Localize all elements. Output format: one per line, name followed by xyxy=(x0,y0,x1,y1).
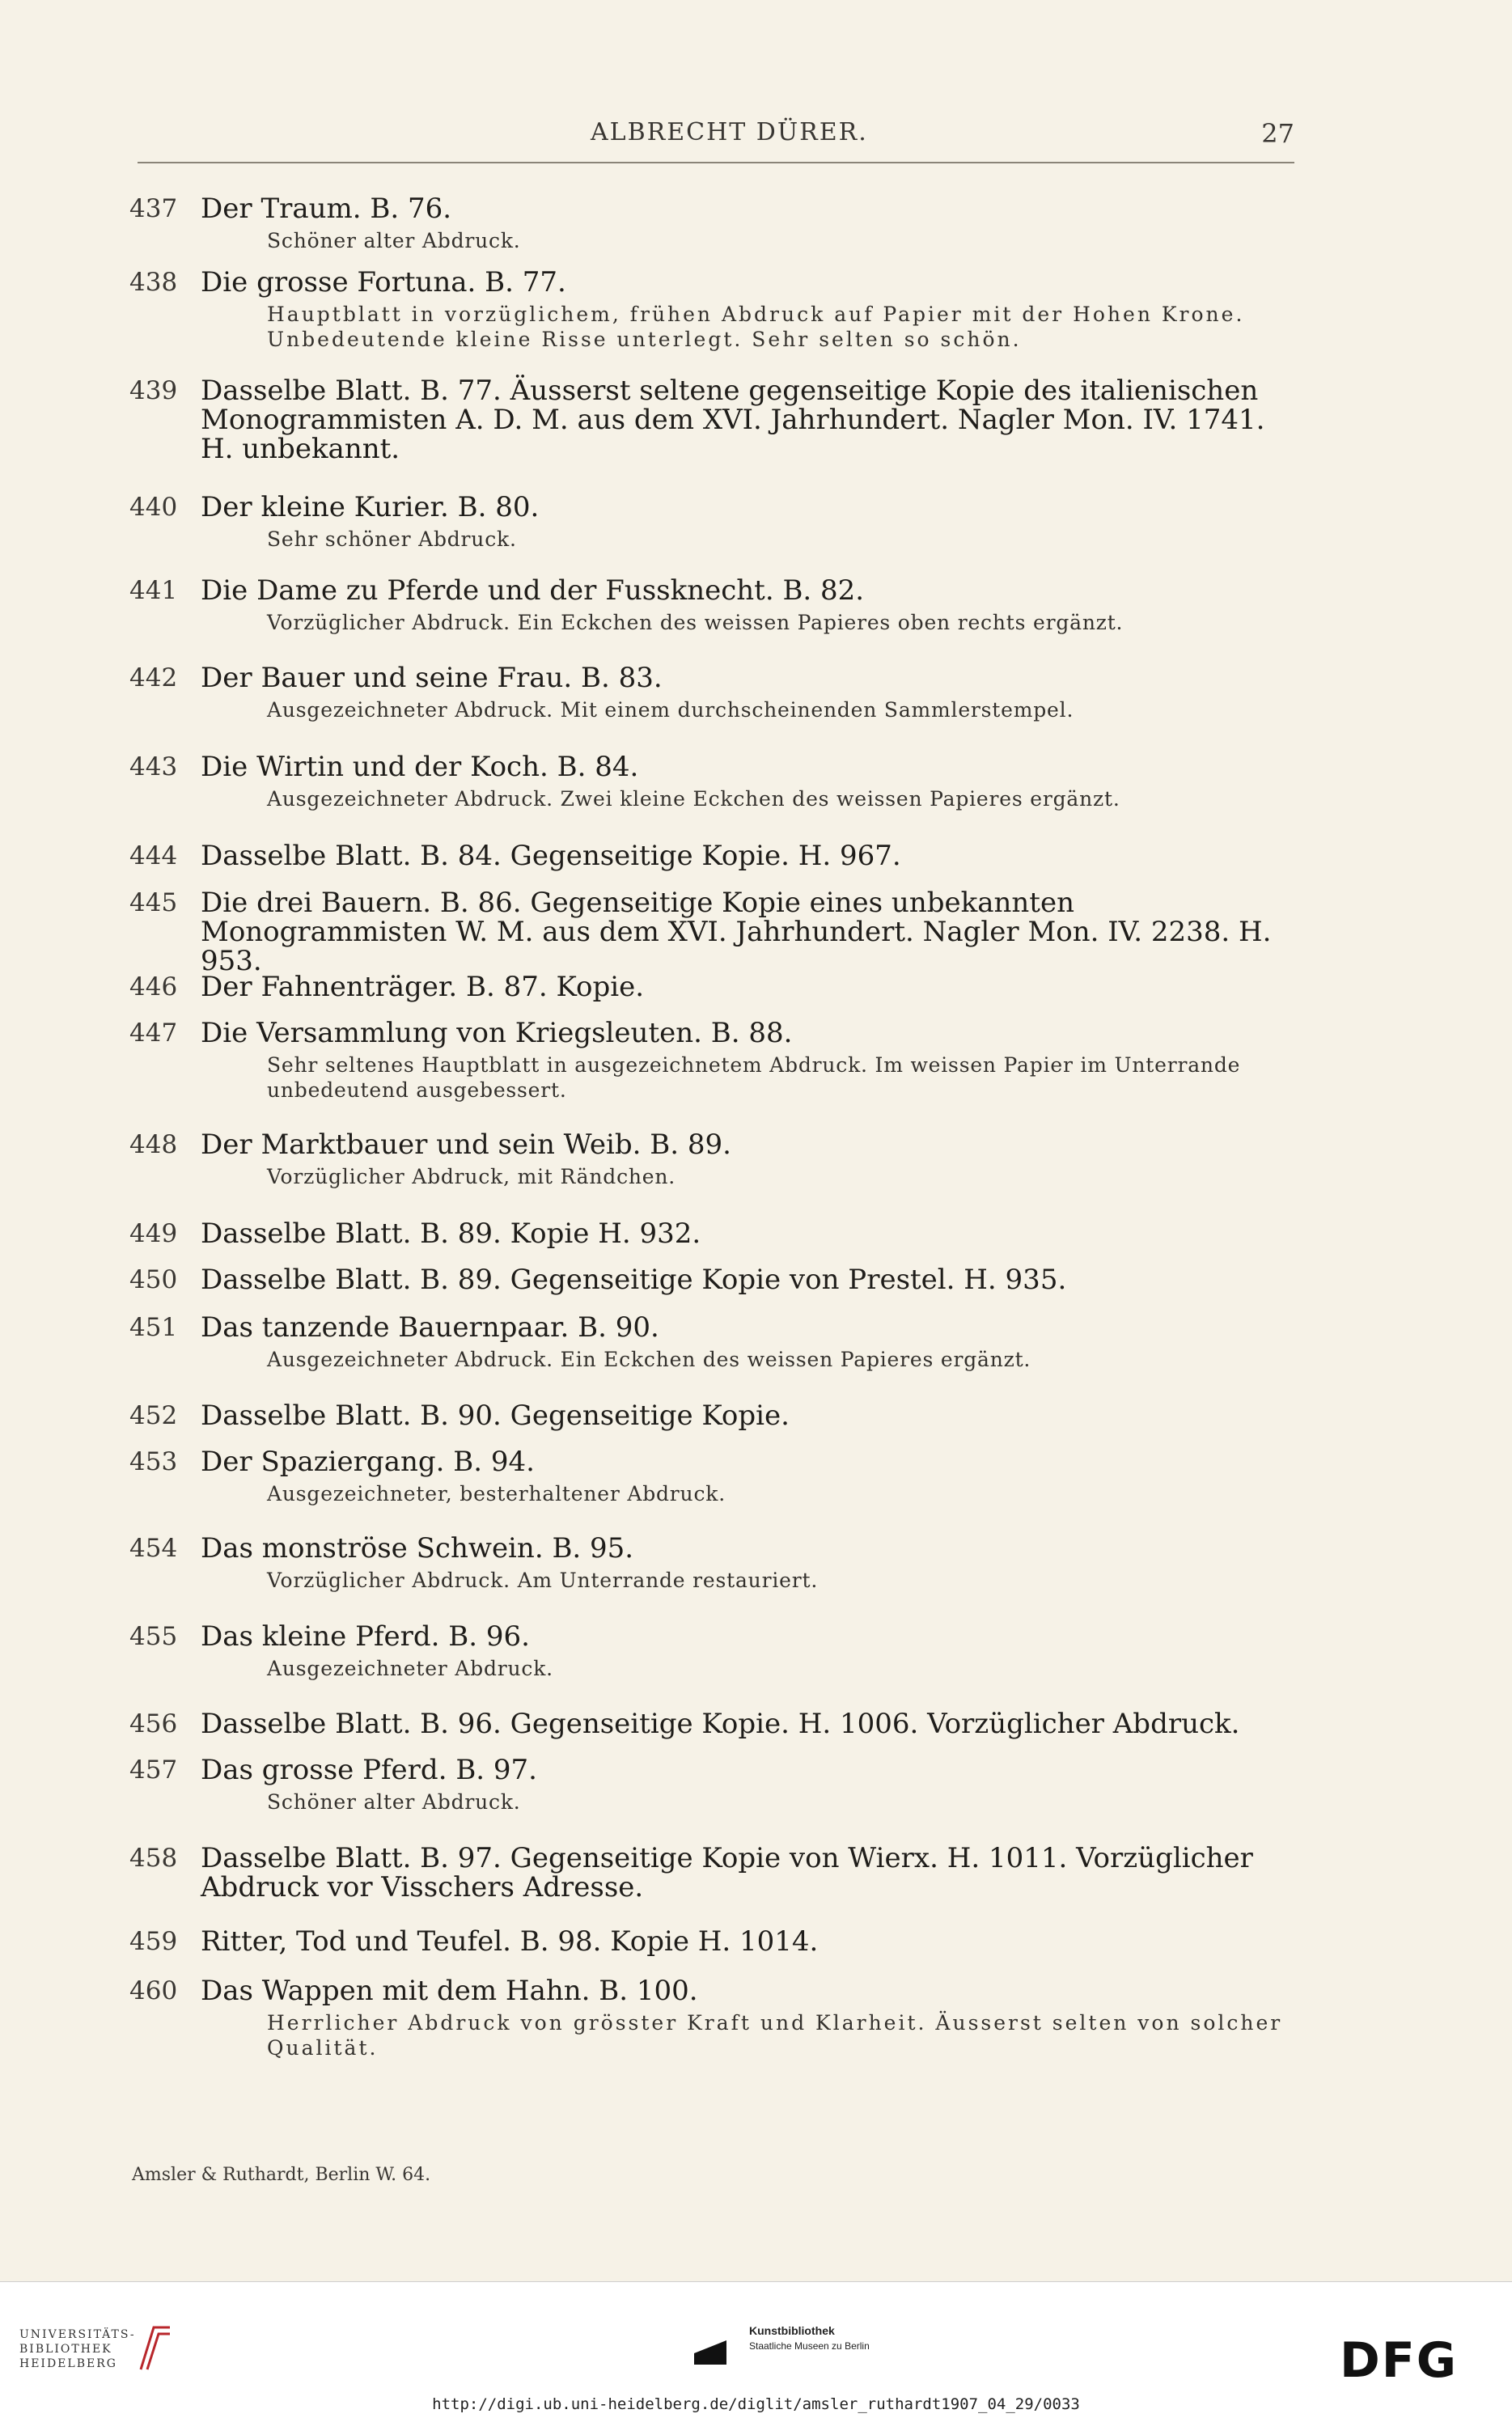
entry-title: Dasselbe Blatt. B. 97. Gegenseitige Kopie von Wierx. H. 1011. Vorzüglicher Abdruck vor Visschers Adresse. xyxy=(201,1842,1253,1903)
entry-438 xyxy=(129,268,1302,376)
entry-440 xyxy=(129,493,1302,576)
entry-number: 455 xyxy=(129,1622,178,1651)
entry-number: 447 xyxy=(129,1018,178,1048)
publisher-imprint: Amsler & Ruthardt, Berlin W. 64. xyxy=(132,2165,431,2185)
entry-title: Dasselbe Blatt. B. 84. Gegenseitige Kopie. H. 967. xyxy=(201,840,901,872)
entry-title: Die grosse Fortuna. B. 77. xyxy=(201,266,566,299)
entry-note: Vorzüglicher Abdruck, mit Rändchen. xyxy=(267,1165,676,1188)
entry-446 xyxy=(129,972,1302,1018)
entry-note: Ausgezeichneter Abdruck. Zwei kleine Eckchen des weissen Papieres ergänzt. xyxy=(267,787,1120,811)
entry-458 xyxy=(129,1844,1302,1927)
entry-note: Sehr schöner Abdruck. xyxy=(267,527,517,551)
entry-number: 439 xyxy=(129,376,178,405)
entry-445 xyxy=(129,887,1302,977)
entry-number: 460 xyxy=(129,1976,178,2005)
entry-number: 445 xyxy=(129,888,178,917)
logo-line: BIBLIOTHEK xyxy=(19,2343,112,2356)
entry-number: 442 xyxy=(129,663,178,692)
entry-title: Der Fahnenträger. B. 87. Kopie. xyxy=(201,971,645,1003)
entry-note: Hauptblatt in vorzüglichem, frühen Abdruck auf Papier mit der Hohen Krone. Unbedeutende kleine Risse unterlegt. Sehr selten so schön. xyxy=(267,303,1245,351)
entry-444 xyxy=(129,841,1302,888)
entry-note: Ausgezeichneter, besterhaltener Abdruck. xyxy=(267,1482,726,1505)
entry-442 xyxy=(129,663,1302,752)
entry-title: Der Marktbauer und sein Weib. B. 89. xyxy=(201,1129,731,1161)
kb-name: Kunstbibliothek xyxy=(749,2324,835,2337)
entry-title: Dasselbe Blatt. B. 77. Äusserst seltene gegenseitige Kopie des italienischen Monogrammisten A. D. M. aus dem XVI. Jahrhundert. Nagler Mon. IV. 1741. H. unbekannt. xyxy=(201,375,1265,465)
entry-number: 452 xyxy=(129,1401,178,1430)
entry-title: Dasselbe Blatt. B. 89. Gegenseitige Kopie von Prestel. H. 935. xyxy=(201,1264,1067,1296)
entry-453 xyxy=(129,1447,1302,1534)
entry-number: 450 xyxy=(129,1265,178,1294)
entry-title: Die Wirtin und der Koch. B. 84. xyxy=(201,751,639,783)
entry-number: 446 xyxy=(129,972,178,1002)
entry-437 xyxy=(129,194,1302,268)
entry-456 xyxy=(129,1709,1302,1755)
entry-title: Die drei Bauern. B. 86. Gegenseitige Kopie eines unbekannten Monogrammisten W. M. aus dem XVI. Jahrhundert. Nagler Mon. IV. 2238. H. 953. xyxy=(201,887,1272,977)
entry-number: 458 xyxy=(129,1844,178,1873)
entry-title: Das Wappen mit dem Hahn. B. 100. xyxy=(201,1975,698,2007)
entry-note: Ausgezeichneter Abdruck. xyxy=(267,1657,553,1680)
entry-number: 457 xyxy=(129,1755,178,1785)
entry-title: Dasselbe Blatt. B. 89. Kopie H. 932. xyxy=(201,1217,701,1250)
catalogue-entries xyxy=(129,194,1302,2073)
entry-450 xyxy=(129,1265,1302,1313)
entry-439 xyxy=(129,376,1302,493)
entry-title: Das tanzende Bauernpaar. B. 90. xyxy=(201,1311,659,1344)
entry-number: 440 xyxy=(129,493,178,522)
running-title: ALBRECHT DÜRER. xyxy=(591,118,868,146)
entry-459 xyxy=(129,1927,1302,1976)
entry-number: 448 xyxy=(129,1130,178,1159)
entry-447 xyxy=(129,1018,1302,1130)
entry-number: 449 xyxy=(129,1219,178,1248)
page-number: 27 xyxy=(1261,118,1294,149)
entry-number: 459 xyxy=(129,1927,178,1956)
entry-title: Ritter, Tod und Teufel. B. 98. Kopie H. 1014. xyxy=(201,1925,819,1958)
entry-441 xyxy=(129,576,1302,663)
entry-title: Der Traum. B. 76. xyxy=(201,193,452,225)
entry-note: Schöner alter Abdruck. xyxy=(267,229,521,252)
kb-subtitle: Staatliche Museen zu Berlin xyxy=(749,2340,870,2352)
entry-title: Das kleine Pferd. B. 96. xyxy=(201,1620,530,1653)
entry-title: Der Bauer und seine Frau. B. 83. xyxy=(201,662,663,694)
entry-note: Schöner alter Abdruck. xyxy=(267,1790,521,1814)
entry-number: 451 xyxy=(129,1313,178,1342)
kunstbibliothek-label xyxy=(749,2324,870,2352)
library-mark-icon xyxy=(138,2324,175,2373)
logo-line: UNIVERSITÄTS- xyxy=(19,2328,136,2341)
kunstbibliothek-logo-icon[interactable] xyxy=(689,2321,731,2366)
entry-457 xyxy=(129,1755,1302,1844)
entry-title: Dasselbe Blatt. B. 90. Gegenseitige Kopie. xyxy=(201,1400,790,1432)
entry-454 xyxy=(129,1534,1302,1622)
entry-note: Vorzüglicher Abdruck. Am Unterrande restauriert. xyxy=(267,1569,819,1592)
entry-title: Die Versammlung von Kriegsleuten. B. 88. xyxy=(201,1017,793,1049)
entry-451 xyxy=(129,1313,1302,1401)
entry-number: 438 xyxy=(129,268,178,297)
entry-title: Die Dame zu Pferde und der Fussknecht. B. 82. xyxy=(201,574,865,607)
entry-title: Der kleine Kurier. B. 80. xyxy=(201,491,540,523)
entry-number: 443 xyxy=(129,752,178,781)
entry-448 xyxy=(129,1130,1302,1219)
entry-number: 453 xyxy=(129,1447,178,1476)
entry-note: Ausgezeichneter Abdruck. Ein Eckchen des weissen Papieres ergänzt. xyxy=(267,1348,1031,1371)
running-header xyxy=(138,113,1294,163)
entry-452 xyxy=(129,1401,1302,1447)
university-library-logo[interactable] xyxy=(19,2327,136,2371)
entry-460 xyxy=(129,1976,1302,2073)
entry-title: Das monströse Schwein. B. 95. xyxy=(201,1532,634,1565)
entry-title: Dasselbe Blatt. B. 96. Gegenseitige Kopie. H. 1006. Vorzüglicher Abdruck. xyxy=(201,1708,1240,1740)
entry-note: Vorzüglicher Abdruck. Ein Eckchen des weissen Papieres oben rechts ergänzt. xyxy=(267,611,1124,634)
entry-449 xyxy=(129,1219,1302,1265)
entry-number: 444 xyxy=(129,841,178,870)
entry-443 xyxy=(129,752,1302,841)
entry-note: Herrlicher Abdruck von grösster Kraft und Klarheit. Äusserst selten von solcher Qualität. xyxy=(267,2011,1283,2060)
entry-number: 456 xyxy=(129,1709,178,1738)
entry-455 xyxy=(129,1622,1302,1709)
entry-number: 454 xyxy=(129,1534,178,1563)
logo-line: HEIDELBERG xyxy=(19,2357,117,2370)
dfg-logo[interactable]: DFG xyxy=(1340,2332,1459,2389)
entry-number: 441 xyxy=(129,576,178,605)
entry-title: Das grosse Pferd. B. 97. xyxy=(201,1754,537,1786)
digitization-footer xyxy=(0,2281,1512,2418)
entry-note: Sehr seltenes Hauptblatt in ausgezeichnetem Abdruck. Im weissen Papier im Unterrande unbedeutend ausgebessert. xyxy=(267,1053,1241,1102)
entry-note: Ausgezeichneter Abdruck. Mit einem durchscheinenden Sammlerstempel. xyxy=(267,698,1074,722)
permalink-url[interactable]: http://digi.ub.uni-heidelberg.de/diglit/amsler_ruthardt1907_04_29/0033 xyxy=(432,2395,1080,2413)
entry-title: Der Spaziergang. B. 94. xyxy=(201,1446,535,1478)
entry-number: 437 xyxy=(129,194,178,223)
